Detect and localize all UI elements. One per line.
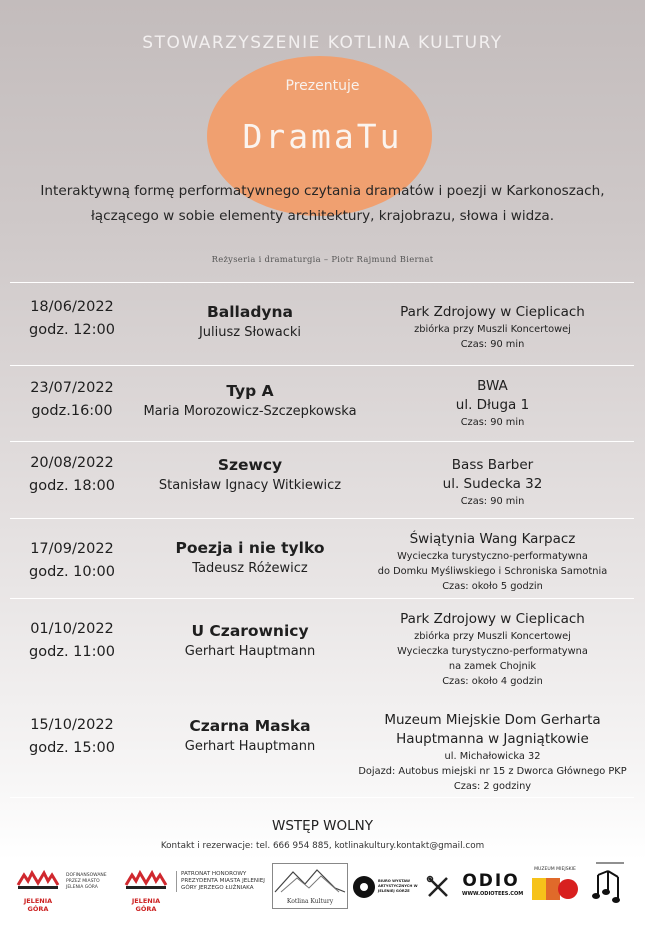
event-date	[12, 377, 132, 423]
venue-name: Bass Barber	[451, 457, 534, 473]
date-text: 15/10/2022	[30, 717, 114, 733]
event-date	[12, 618, 132, 664]
date-text: 17/09/2022	[30, 541, 114, 557]
event-place	[345, 711, 640, 794]
play-author: Maria Morozowicz-Szczepkowska	[143, 404, 357, 419]
date-text: 01/10/2022	[30, 621, 114, 637]
play-title: Poezja i nie tylko	[175, 539, 325, 557]
play-title: Czarna Maska	[189, 717, 311, 735]
bwa-circle-icon	[352, 875, 376, 899]
museum-shapes-icon	[530, 874, 580, 904]
event-place	[345, 303, 640, 352]
tools-icon	[426, 875, 450, 903]
event-play	[130, 301, 370, 342]
director-credit: Reżyseria i dramaturgia – Piotr Rajmund Biernat	[211, 254, 434, 264]
music-notes-icon	[590, 857, 630, 907]
play-author: Stanisław Ignacy Witkiewicz	[158, 478, 342, 493]
logo-text: ODIO	[462, 871, 520, 891]
funding-note: DOFINANSOWANE PRZEZ MIASTO JELENIA GÓRA	[66, 873, 107, 890]
jelenia-gora-logo	[122, 869, 170, 913]
time-text: godz. 12:00	[29, 322, 115, 338]
play-author: Gerhart Hauptmann	[184, 644, 316, 659]
museum-logo	[530, 867, 580, 908]
venue-detail: zbiórka przy Muszli Koncertowej	[414, 324, 571, 335]
mountains-icon	[273, 864, 347, 894]
kotlina-kultury-logo	[272, 863, 348, 909]
antlers-icon	[14, 869, 62, 891]
time-text: godz. 18:00	[29, 478, 115, 494]
date-text: 23/07/2022	[30, 380, 114, 396]
event-place	[345, 456, 640, 509]
venue-name: Muzeum Miejskie Dom Gerharta	[384, 712, 601, 728]
logo-text: MUZEUM MIEJSKIE	[534, 867, 576, 872]
divider	[10, 365, 634, 366]
transport-info: Dojazd: Autobus miejski nr 15 z Dworca Głównego PKP	[358, 766, 627, 777]
play-author: Gerhart Hauptmann	[184, 739, 316, 754]
play-title: Balladyna	[206, 303, 294, 321]
divider	[10, 518, 634, 519]
bwa-text: BIURO WYSTAW ARTYSTYCZNYCH W JELENIEJ GÓRZE	[378, 879, 418, 893]
time-text: godz.16:00	[31, 403, 113, 419]
theatre-sketch-logo	[590, 857, 630, 911]
play-title: Typ A	[226, 382, 274, 400]
logo-text: Kotlina Kultury	[286, 898, 334, 905]
bwa-logo	[352, 875, 376, 903]
play-title: U Czarownicy	[191, 622, 309, 640]
time-text: godz. 10:00	[29, 564, 115, 580]
duration: Czas: 90 min	[460, 496, 525, 507]
date-text: 20/08/2022	[30, 455, 114, 471]
event-date	[12, 538, 132, 584]
venue-name: Park Zdrojowy w Cieplicach	[400, 304, 585, 320]
venue-name: Hauptmanna w Jagniątkowie	[396, 731, 589, 747]
event-title: DramaTu	[242, 117, 403, 156]
event-place	[345, 610, 640, 689]
time-text: godz. 11:00	[29, 644, 115, 660]
event-date	[12, 714, 132, 760]
venue-detail: Wycieczka turystyczno-performatywna	[397, 646, 588, 657]
divider	[10, 797, 634, 798]
event-date	[12, 452, 132, 498]
event-play	[130, 380, 370, 421]
logo-text: JELENIA GÓRA	[131, 897, 161, 913]
duration: Czas: około 5 godzin	[442, 581, 543, 592]
odio-logo	[462, 871, 524, 897]
description	[10, 179, 635, 229]
venue-detail: zbiórka przy Muszli Koncertowej	[414, 631, 571, 642]
venue-address: ul. Sudecka 32	[442, 476, 543, 492]
event-play	[130, 454, 370, 495]
event-play	[130, 715, 370, 756]
venue-name: Park Zdrojowy w Cieplicach	[400, 611, 585, 627]
play-title: Szewcy	[217, 456, 283, 474]
contact-info: Kontakt i rezerwacje: tel. 666 954 885, kotlinakultury.kontakt@gmail.com	[160, 841, 485, 851]
event-place	[345, 377, 640, 430]
sponsor-logos	[0, 855, 645, 913]
event-play	[130, 620, 370, 661]
venue-address: ul. Długa 1	[455, 397, 530, 413]
time-text: godz. 15:00	[29, 740, 115, 756]
organizer-name: STOWARZYSZENIE KOTLINA KULTURY	[142, 33, 503, 53]
presents-label: Prezentuje	[285, 78, 360, 94]
play-author: Tadeusz Różewicz	[192, 561, 308, 576]
event-date	[12, 296, 132, 342]
free-entry: WSTĘP WOLNY	[272, 818, 373, 834]
logo-text: JELENIA GÓRA	[23, 897, 53, 913]
venue-detail: Wycieczka turystyczno-performatywna	[397, 551, 588, 562]
description-line: łączącego w sobie elementy architektury, krajobrazu, słowa i widza.	[90, 208, 555, 224]
play-author: Juliusz Słowacki	[198, 325, 302, 340]
venue-name: Świątynia Wang Karpacz	[409, 531, 576, 547]
duration: Czas: około 4 godzin	[442, 676, 543, 687]
antlers-icon	[122, 869, 170, 891]
venue-name: BWA	[477, 378, 508, 394]
venue-detail: do Domku Myśliwskiego i Schroniska Samotnia	[377, 566, 608, 577]
event-play	[130, 537, 370, 578]
description-line: Interaktywną formę performatywnego czytania dramatów i poezji w Karkonoszach,	[40, 183, 605, 199]
patron-note: PATRONAT HONOROWY PREZYDENTA MIASTA JELENIEJ GÓRY JERZEGO ŁUŻNIAKA	[176, 871, 271, 892]
jelenia-gora-logo	[14, 869, 62, 913]
venue-address: ul. Michałowicka 32	[444, 751, 541, 762]
divider	[10, 441, 634, 442]
duration: Czas: 90 min	[460, 339, 525, 350]
date-text: 18/06/2022	[30, 299, 114, 315]
logo-url: WWW.ODIOTEES.COM	[462, 891, 524, 897]
divider	[10, 598, 634, 599]
event-place	[345, 530, 640, 594]
divider	[10, 282, 634, 283]
duration: Czas: 90 min	[460, 417, 525, 428]
duration: Czas: 2 godziny	[453, 781, 532, 792]
venue-detail: na zamek Chojnik	[448, 661, 537, 672]
